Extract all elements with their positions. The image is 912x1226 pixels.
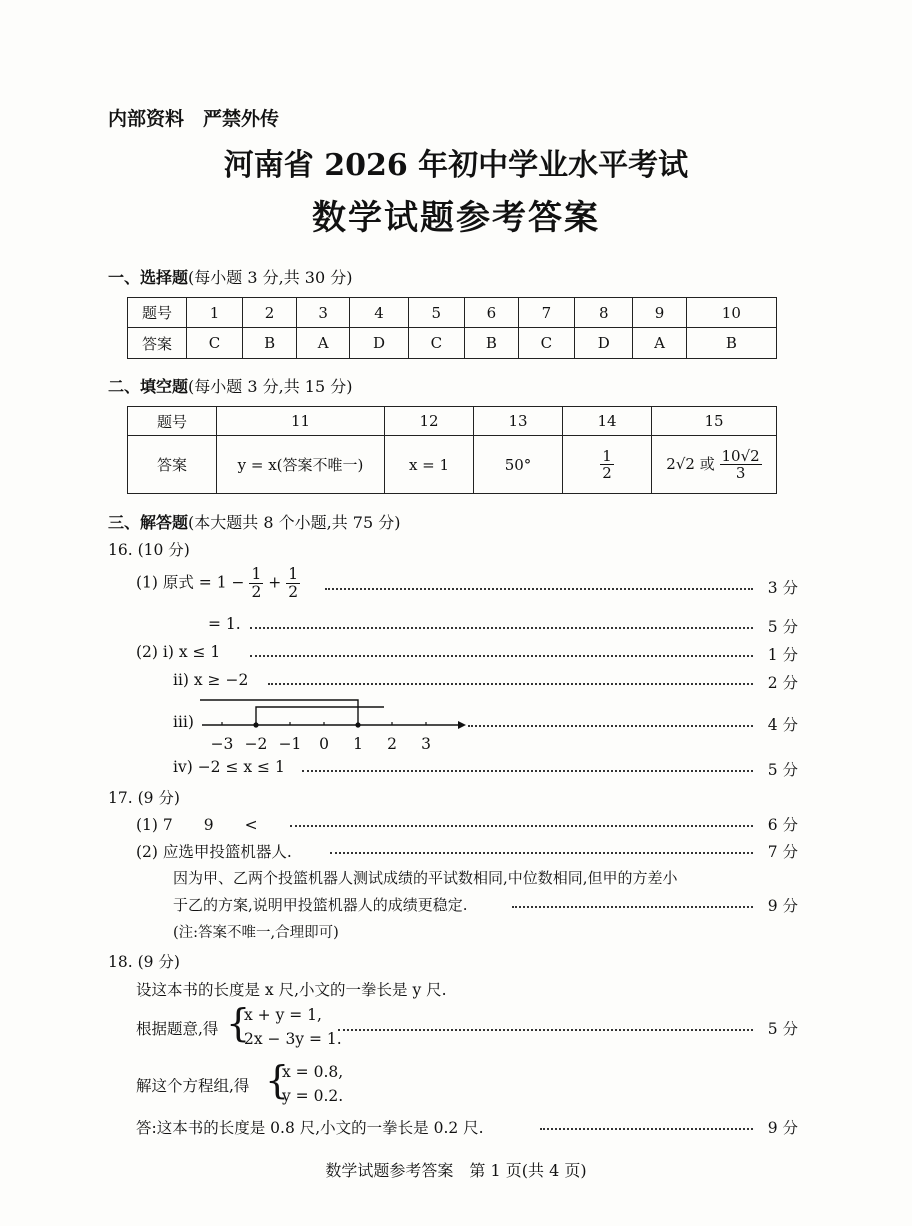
q16-part1-result: = 1. — [208, 615, 241, 633]
q18-eq2: 2x − 3y = 1. — [244, 1030, 342, 1048]
solution-ray-x-ge-minus2 — [256, 707, 384, 725]
number-line-labels — [200, 735, 470, 755]
question-number: 3 — [297, 298, 350, 328]
question-number: 12 — [385, 407, 474, 436]
answer-choice: B — [464, 328, 518, 359]
answer-choice: C — [187, 328, 243, 359]
question-number: 7 — [518, 298, 574, 328]
score: 2 分 — [767, 674, 798, 692]
brace-icon: { — [265, 1058, 290, 1102]
leader-dots — [325, 588, 753, 590]
leader-dots — [302, 770, 753, 772]
question-number: 11 — [217, 407, 385, 436]
score: 5 分 — [767, 618, 798, 636]
q18-sol2: y = 0.2. — [282, 1087, 344, 1105]
answer-choice: C — [518, 328, 574, 359]
q17-part1: (1) 7 9 < — [136, 816, 258, 834]
brace-icon: { — [226, 1001, 251, 1045]
question-number: 1 — [187, 298, 243, 328]
question-number: 5 — [408, 298, 464, 328]
q16-label: 16. (10 分) — [108, 541, 190, 559]
q16-part2-i: (2) ⅰ) x ≤ 1 — [136, 643, 221, 661]
q16-part1: (1) 原式 = 1 − $\frac{1}{2}$ + $\frac{1}{2}$ — [136, 565, 299, 602]
tick-label: 1 — [353, 735, 363, 753]
choice-answer-table — [127, 297, 777, 359]
answer-choice: C — [408, 328, 464, 359]
score: 9 分 — [767, 897, 798, 915]
tick-label: −3 — [210, 735, 234, 753]
axis-arrow-icon — [458, 721, 466, 729]
table-row-label: 答案 — [128, 328, 187, 359]
leader-dots — [468, 725, 753, 727]
q16-part2-ii: ⅱ) x ≥ −2 — [173, 671, 249, 689]
leader-dots — [330, 852, 753, 854]
page-footer: 数学试题参考答案 第 1 页(共 4 页) — [325, 1161, 587, 1180]
question-number: 4 — [350, 298, 409, 328]
question-number: 9 — [633, 298, 686, 328]
score: 5 分 — [767, 1020, 798, 1038]
answer-13: 50° — [474, 436, 563, 494]
tick-label: 2 — [387, 735, 397, 753]
confidential-notice: 内部资料 严禁外传 — [108, 108, 280, 130]
leader-dots — [250, 655, 753, 657]
question-number: 6 — [464, 298, 518, 328]
answer-11: y = x(答案不唯一) — [217, 436, 385, 494]
number-line — [200, 698, 470, 732]
leader-dots — [290, 825, 753, 827]
leader-dots — [268, 683, 753, 685]
q18-sol1: x = 0.8, — [282, 1063, 344, 1081]
q18-answer: 答:这本书的长度是 0.8 尺,小文的一拳长是 0.2 尺. — [136, 1119, 484, 1137]
tick-label: 0 — [319, 735, 329, 753]
answer-choice: B — [686, 328, 776, 359]
exam-title: 河南省 2026 年初中学业水平考试 — [223, 148, 689, 183]
section3-heading: 三、解答题(本大题共 8 个小题,共 75 分) — [108, 513, 401, 532]
leader-dots — [250, 627, 753, 629]
question-number: 14 — [563, 407, 652, 436]
q18-equation-prefix: 根据题意,得 — [136, 1020, 219, 1038]
question-number: 13 — [474, 407, 563, 436]
score: 5 分 — [767, 761, 798, 779]
score: 1 分 — [767, 646, 798, 664]
q17-part2: (2) 应选甲投篮机器人. — [136, 843, 292, 861]
table-row-label: 答案 — [128, 436, 217, 494]
answer-choice: A — [633, 328, 686, 359]
tick-label: 3 — [421, 735, 431, 753]
section2-heading: 二、填空题(每小题 3 分,共 15 分) — [108, 377, 353, 396]
q17-reason-line1: 因为甲、乙两个投篮机器人测试成绩的平试数相同,中位数相同,但甲的方差小 — [173, 869, 678, 887]
closed-dot-1 — [355, 722, 360, 727]
score: 9 分 — [767, 1119, 798, 1137]
q16-part2-iii: ⅲ) — [173, 713, 194, 731]
answer-14: $\frac{1}{2}$ — [563, 436, 652, 494]
score: 4 分 — [767, 716, 798, 734]
answer-choice: A — [297, 328, 350, 359]
answer-15: 2√2 或 $\frac{10√2}{3}$ — [652, 436, 777, 494]
answer-choice: B — [243, 328, 297, 359]
q18-solution-prefix: 解这个方程组,得 — [136, 1077, 250, 1095]
tick-label: −2 — [244, 735, 268, 753]
score: 3 分 — [767, 579, 798, 597]
q18-label: 18. (9 分) — [108, 953, 180, 971]
question-number: 8 — [574, 298, 633, 328]
table-row-label: 题号 — [128, 298, 187, 328]
q18-setup: 设这本书的长度是 x 尺,小文的一拳长是 y 尺. — [136, 981, 447, 999]
q16-part2-iv: ⅳ) −2 ≤ x ≤ 1 — [173, 758, 285, 776]
q17-label: 17. (9 分) — [108, 789, 180, 807]
leader-dots — [338, 1029, 753, 1031]
answer-choice: D — [350, 328, 409, 359]
solution-ray-x-le-1 — [200, 700, 358, 725]
answer-12: x = 1 — [385, 436, 474, 494]
document-title: 数学试题参考答案 — [312, 198, 600, 238]
question-number: 2 — [243, 298, 297, 328]
table-row-label: 题号 — [128, 407, 217, 436]
leader-dots — [540, 1128, 753, 1130]
leader-dots — [512, 906, 753, 908]
closed-dot-minus2 — [253, 722, 258, 727]
q17-reason-line2: 于乙的方案,说明甲投篮机器人的成绩更稳定. — [173, 896, 468, 914]
section1-heading: 一、选择题(每小题 3 分,共 30 分) — [108, 268, 353, 287]
fill-answer-table — [127, 406, 777, 494]
question-number: 15 — [652, 407, 777, 436]
answer-choice: D — [574, 328, 633, 359]
q18-eq1: x + y = 1, — [244, 1006, 322, 1024]
score: 6 分 — [767, 816, 798, 834]
tick-label: −1 — [278, 735, 302, 753]
question-number: 10 — [686, 298, 776, 328]
q17-note: (注:答案不唯一,合理即可) — [173, 925, 339, 941]
score: 7 分 — [767, 843, 798, 861]
